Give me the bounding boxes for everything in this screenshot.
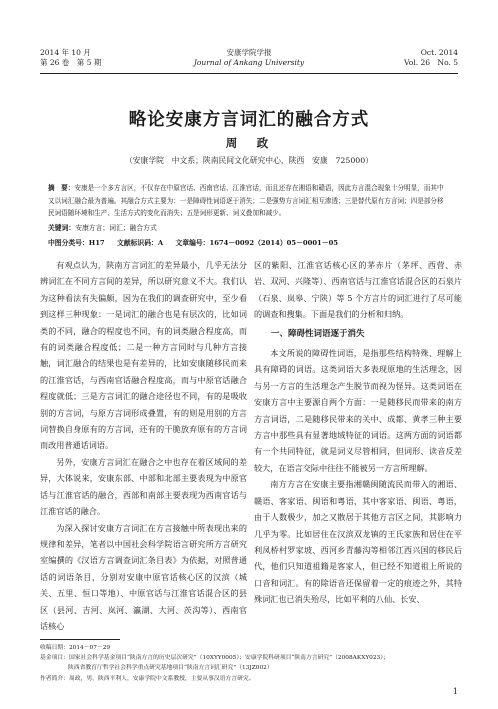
header-journal bbox=[40, 48, 458, 68]
page-number: 1 bbox=[452, 687, 458, 696]
abstract-text: 安康是一个多方言区，不仅存在中原官话、西南官话、江淮官话，而且还存在湘语和赣语，因此方言混合现象十分明显，而其中又以词汇融合最为普遍。其融合方式主要为：一是障碍性词语逐于消失；二是强势方言词汇相互渗透；三是替代原有方言词；四是部分移民词语随环境和生产、生活方式的变化而消失；五是词形更新、词义叠加和减少。 bbox=[48, 184, 444, 217]
footnotes bbox=[40, 643, 458, 684]
header-volume: 第 26 卷 第 5 期 bbox=[40, 58, 102, 67]
document-code: 文献标识码：A bbox=[117, 239, 164, 247]
fund-info-cont: 陕西省教育厅哲学社会科学重点研究基地项目“陕南方言词汇研究”（13JZ002） bbox=[68, 665, 273, 672]
fund-info: 基金项目：国家社会科学基金项目“陕南方言的历史层次研究”（10XYY0005）；安康学院科研项目“陕南方言研究”（2008AKXY023）； bbox=[40, 655, 389, 662]
header-vol-no: Vol. 26 No. 5 bbox=[404, 58, 458, 67]
article-author: 周 政 bbox=[225, 136, 273, 150]
body-column-right bbox=[254, 257, 462, 608]
keywords-text: 安康方言；词汇；融合方式 bbox=[75, 224, 157, 232]
paragraph: 另外，安康方言词汇在融合之中也存在着区域间的差异，大体说来，安康东部、中部和北部主要表现为中原官话与江淮官话的融合，西部和南部主要表现为西南官话与江淮官话的融合。 bbox=[40, 456, 247, 517]
header-journal-cn: 安康学院学报 bbox=[226, 48, 272, 57]
keywords bbox=[48, 223, 448, 233]
abstract-label: 摘 要： bbox=[48, 184, 75, 192]
abstract bbox=[48, 182, 448, 220]
clc-number: 中图分类号：H17 bbox=[48, 239, 105, 247]
classification-line bbox=[48, 238, 448, 248]
body-column-left bbox=[40, 257, 247, 634]
article-number: 文章编号：1674－0092（2014）05－0001－05 bbox=[175, 239, 339, 247]
header-rule bbox=[40, 73, 458, 74]
running-header bbox=[40, 48, 458, 72]
keywords-label: 关键词： bbox=[48, 224, 76, 232]
author-bio: 作者简介：周政，男，陕西平利人，安康学院中文系教授，主要从事汉语方言研究。 bbox=[40, 675, 255, 682]
header-date: 2014 年 10 月 bbox=[40, 48, 91, 57]
section-heading: 一、障碍性词语逐于消失 bbox=[271, 328, 365, 339]
paragraph: 有观点认为，陕南方言词汇的差异最小，几乎无法分辨词汇在不同方言间的差异，所以研究意义不大。我们认为这种看法有失偏颇，因为在我们的调查研究中，至少看到这样三种现象：一是词汇的融合也是有层次的，比如词类的不同，融合的程度也不同，有的词类融合程度高，而有的词类融合程度低；二是一种方言同时与几种方言接触，词汇融合的结果也是有差异的，比如安康随移民而来的江淮官话，与西南官话融合程度高，而与中原官话融合程度就低；三是方言词汇的融合途径也不同，有的是吸收别的方言词，与原方言词形成叠置，有的则是用别的方言词替换自身原有的方言词，还有的干脆放弃原有的方言词而改用普通话词语。 bbox=[40, 260, 247, 451]
header-month: Oct. 2014 bbox=[420, 48, 458, 57]
paragraph: 本文所说的障碍性词语，是指那些结构特殊、理解上具有障碍的词语。这类词语大多表现原地的生活理念，因与另一方言的生活理念产生脱节而视为怪异。这类词语在安康方言中主要源自两个方面：一是随移民而带来的南方方言词语，二是随移民带来的关中、成都、黄孝三种主要方言中那些具有显著地域特征的词语。这两方面的词语都有一个共同特征，就是词义尽管相同，但词形、读音反差较大，在语言交际中往往不能被另一方言所理解。 bbox=[254, 348, 462, 473]
footnote-rule bbox=[40, 639, 120, 640]
author-affiliation: （安康学院 中文系；陕南民间文化研究中心，陕西 安康 725000） bbox=[124, 156, 374, 165]
paragraph: 南方方言在安康主要指湘赣闽随流民而带入的湘语、赣语、客家语、闽语和粤语，其中客家语、闽语、粤语，由于人数极少，加之又散居于其他方言区之间，其影响力几乎为零。比如居住在汉滨双龙镇的王氏家族和居住在平利凤桥村罗家坡、西河乡青藤沟等相邻江西兴国的移民后代，他们只知道祖籍是客家人，但已经不知道祖上所说的口音和词汇。有的除语音还保留着一定的痕迹之外，其特殊词汇也已消失殆尽，比如平利的八仙、长安、 bbox=[254, 479, 462, 605]
article-title: 略论安康方言词汇的融合方式 bbox=[128, 110, 370, 130]
paragraph: 区的紫阳、江淮官话核心区的茅赤片（茅坪、西营、赤岩、双河、兴隆等）、西南官话与江淮官话混合区的石泉片（石泉、岚皋、宁陕）等 5 个方言片的词汇进行了尽可能的调查和搜集。下面是我们的分析和归纳。 bbox=[254, 260, 462, 320]
header-journal-en: Journal of Ankang University bbox=[193, 58, 305, 67]
header-issue bbox=[404, 48, 458, 68]
paragraph: 为深入探讨安康方言词汇在方言接触中所表现出来的规律和差异，笔者以中国社会科学院语言研究所方言研究室编撰的《汉语方言调查词汇条目表》为依据，对照普通话的词语条目，分别对安康中原官话核心区的汉滨（城关、五里、恒口等地）、中原官话与江淮官话混合区的县区（县河、吉河、岚河、瀛湖、大河、茨沟等）、西南官话核心 bbox=[40, 522, 247, 631]
received-date: 收稿日期：2014－07－29 bbox=[40, 645, 111, 651]
